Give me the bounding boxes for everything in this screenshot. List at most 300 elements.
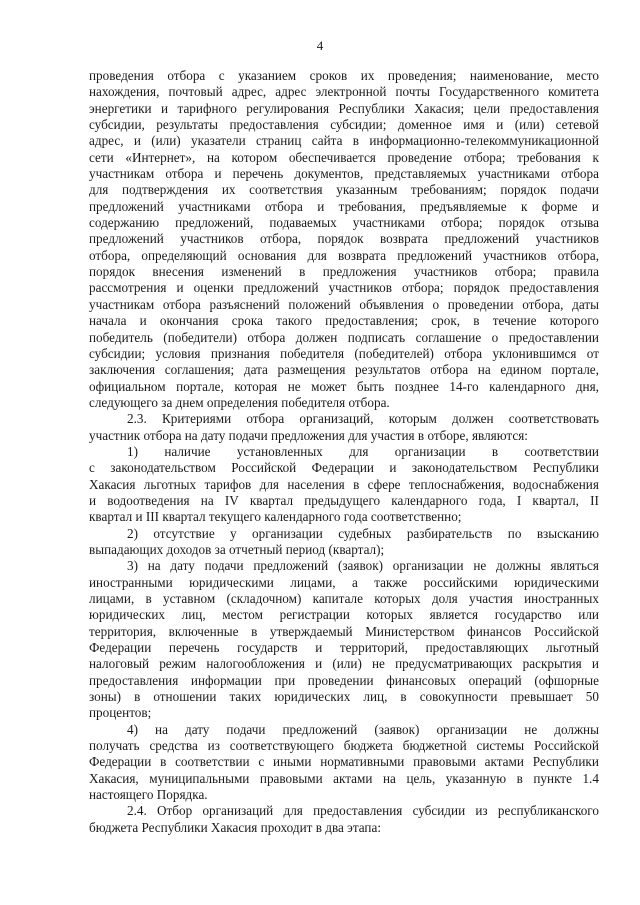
word: льготный bbox=[546, 640, 599, 656]
word: Федерации bbox=[311, 460, 374, 476]
text-line bbox=[89, 607, 599, 623]
word: почтовый bbox=[168, 84, 223, 100]
word: определения bbox=[206, 394, 282, 410]
word: превышает bbox=[510, 689, 573, 705]
word: начала bbox=[89, 313, 127, 329]
word: является bbox=[429, 607, 479, 623]
word: сфере bbox=[367, 476, 401, 492]
word: требованиям; bbox=[410, 182, 487, 198]
word: и bbox=[315, 656, 323, 672]
word: за bbox=[214, 541, 229, 557]
text-line bbox=[89, 362, 599, 378]
text-line bbox=[89, 428, 599, 444]
word: на bbox=[147, 558, 161, 574]
word: подписать bbox=[347, 329, 406, 345]
word: отборе, bbox=[427, 427, 472, 443]
word: бюджетной bbox=[402, 738, 467, 754]
word: отбора, bbox=[522, 296, 564, 312]
word: на bbox=[206, 149, 220, 165]
word: и bbox=[389, 460, 397, 476]
word: должны bbox=[554, 721, 599, 737]
word: перечень bbox=[168, 640, 220, 656]
word: предложений bbox=[253, 558, 329, 574]
word: проведении bbox=[307, 672, 374, 688]
word: два bbox=[325, 819, 348, 835]
word: размещения bbox=[277, 362, 346, 378]
word: законодательством bbox=[110, 460, 216, 476]
word: информации bbox=[190, 672, 262, 688]
word: участник bbox=[89, 427, 144, 443]
text-line bbox=[89, 705, 599, 721]
word: бюджета bbox=[89, 819, 142, 835]
word: текущего bbox=[208, 509, 265, 525]
text-line bbox=[89, 689, 599, 705]
document-body bbox=[89, 68, 599, 836]
word: соглашение bbox=[415, 329, 482, 345]
word: цель, bbox=[406, 770, 436, 786]
word: сетевой bbox=[555, 117, 599, 133]
word: предложения bbox=[270, 427, 349, 443]
word: юридическими bbox=[189, 574, 274, 590]
word: срока bbox=[231, 313, 263, 329]
text-line bbox=[89, 444, 599, 460]
word: предложения bbox=[322, 264, 397, 280]
word: отбора bbox=[167, 68, 206, 83]
word: в bbox=[417, 427, 428, 443]
word: изменений bbox=[221, 264, 282, 280]
word: не bbox=[473, 558, 487, 574]
word: в bbox=[145, 591, 152, 606]
word: порядок bbox=[89, 264, 136, 280]
word: за bbox=[161, 394, 176, 410]
word: организаций bbox=[202, 803, 274, 819]
word: 3) bbox=[127, 558, 138, 574]
word: регистрации bbox=[279, 607, 350, 623]
word: должен bbox=[452, 411, 494, 427]
word: на bbox=[155, 721, 168, 737]
text-line bbox=[89, 754, 599, 770]
word: дату bbox=[170, 558, 195, 574]
word: окончания bbox=[159, 313, 219, 329]
word: республиканского bbox=[497, 803, 599, 819]
word: отбора, bbox=[557, 247, 599, 263]
word: порядок bbox=[498, 215, 545, 231]
word: подачи bbox=[559, 182, 599, 198]
word: может bbox=[311, 378, 347, 394]
word: доменное bbox=[397, 117, 452, 133]
word: (квартал); bbox=[328, 541, 385, 557]
text-line bbox=[89, 509, 599, 525]
word: отбора bbox=[444, 345, 483, 361]
word: и bbox=[139, 313, 147, 329]
word: субсидии, bbox=[89, 117, 145, 133]
word: из bbox=[207, 738, 220, 754]
word: для bbox=[259, 476, 279, 492]
word: должен bbox=[295, 329, 338, 345]
text-line bbox=[89, 297, 599, 313]
text-line bbox=[89, 656, 599, 672]
word: отбора. bbox=[348, 394, 390, 410]
word: (или) bbox=[514, 117, 545, 133]
word: (или) bbox=[151, 133, 181, 149]
word: подачи bbox=[204, 558, 244, 574]
word: и bbox=[89, 492, 97, 508]
word: соответствующего bbox=[229, 738, 334, 754]
word: порядок bbox=[500, 182, 547, 198]
word: отбора bbox=[162, 296, 201, 312]
word: получать bbox=[89, 738, 140, 754]
word: внесения bbox=[152, 264, 204, 280]
word: финансов bbox=[467, 623, 522, 639]
word: разъяснений bbox=[209, 296, 280, 312]
word: электронной bbox=[315, 84, 387, 100]
word: юридическими bbox=[514, 574, 599, 590]
word: IV bbox=[224, 492, 239, 508]
word: при bbox=[274, 672, 296, 688]
word: установленных bbox=[236, 443, 323, 459]
word: с bbox=[218, 68, 225, 83]
text-line bbox=[89, 330, 599, 346]
word: наличие bbox=[164, 443, 211, 459]
word: предоставления bbox=[89, 672, 179, 688]
word: уставном bbox=[163, 591, 216, 606]
word: должны bbox=[495, 558, 541, 574]
word: на bbox=[200, 492, 214, 508]
word: отбора bbox=[561, 166, 599, 182]
text-line bbox=[89, 313, 599, 329]
word: квартал bbox=[249, 492, 294, 508]
word: подтверждения bbox=[121, 182, 209, 198]
word: подачи bbox=[226, 721, 266, 737]
word: операций bbox=[468, 672, 522, 688]
word: отбора; bbox=[494, 264, 537, 280]
word: рассмотрения bbox=[89, 280, 167, 296]
word: объявления bbox=[359, 296, 424, 312]
word: Федерации bbox=[89, 754, 152, 770]
word: календарного bbox=[391, 492, 468, 508]
word: не bbox=[287, 378, 301, 394]
word: года bbox=[343, 509, 371, 525]
word: налогообложения bbox=[206, 656, 305, 672]
word: Министерством bbox=[365, 623, 455, 639]
word: днем bbox=[175, 394, 207, 410]
word: квартал bbox=[162, 509, 209, 525]
word: и bbox=[317, 198, 325, 214]
text-line bbox=[89, 264, 599, 280]
word: адрес bbox=[275, 84, 307, 100]
word: участниками bbox=[352, 215, 425, 231]
word: победителя bbox=[280, 345, 345, 361]
text-line bbox=[89, 199, 599, 215]
word: в bbox=[516, 770, 523, 786]
text-line bbox=[89, 803, 599, 819]
word: которого bbox=[549, 313, 599, 329]
text-line bbox=[89, 673, 599, 689]
text-line bbox=[89, 101, 599, 117]
word: отбора bbox=[143, 427, 185, 443]
word: в bbox=[473, 313, 480, 329]
word: I bbox=[516, 492, 522, 508]
word: на bbox=[382, 770, 396, 786]
word: документов, bbox=[294, 166, 364, 182]
word: дату bbox=[200, 427, 229, 443]
word: и bbox=[591, 656, 599, 672]
word: в bbox=[134, 689, 141, 705]
word: отбора; bbox=[463, 149, 506, 165]
word: (заявок) bbox=[374, 721, 420, 737]
word: участников bbox=[535, 231, 599, 247]
word: не bbox=[524, 721, 538, 737]
word: в bbox=[352, 133, 359, 149]
word: 50 bbox=[585, 689, 599, 705]
word: тарифов bbox=[204, 476, 252, 492]
word: отсутствие bbox=[153, 525, 215, 541]
word: о bbox=[432, 296, 440, 312]
word: юридических bbox=[274, 689, 351, 705]
word: Российской bbox=[533, 623, 599, 639]
text-line bbox=[89, 166, 599, 182]
word: признания bbox=[210, 345, 270, 361]
word: иными bbox=[273, 754, 312, 770]
word: предоставления bbox=[509, 100, 599, 116]
word: нахождения, bbox=[89, 84, 160, 100]
word: Республики bbox=[532, 754, 599, 770]
word: квартал, bbox=[532, 492, 579, 508]
word: Отбор bbox=[157, 803, 193, 819]
word: 14-го bbox=[449, 378, 479, 394]
word: предложений, bbox=[175, 215, 254, 231]
word: капитале bbox=[312, 591, 363, 606]
word: режим bbox=[159, 656, 197, 672]
text-line bbox=[89, 215, 599, 231]
word: участников bbox=[483, 247, 547, 263]
word: и bbox=[135, 509, 146, 525]
word: организации bbox=[252, 525, 323, 541]
word: 4) bbox=[127, 721, 138, 737]
word: Федерации bbox=[89, 640, 152, 656]
word: Хакасия bbox=[89, 476, 136, 492]
word: отношении bbox=[153, 689, 217, 705]
word: в bbox=[160, 754, 167, 770]
word: возврата bbox=[338, 247, 387, 263]
word: дня, bbox=[575, 378, 599, 394]
word: едином bbox=[500, 362, 542, 378]
word: результаты bbox=[156, 117, 219, 133]
text-line bbox=[89, 624, 599, 640]
word: населения bbox=[287, 476, 345, 492]
word: тарифного bbox=[177, 100, 237, 116]
word: победителя bbox=[281, 394, 349, 410]
word: порядок bbox=[317, 231, 364, 247]
word: к bbox=[521, 198, 528, 214]
text-line bbox=[89, 150, 599, 166]
word: и bbox=[591, 198, 599, 214]
text-line bbox=[89, 477, 599, 493]
word: пункте bbox=[533, 770, 572, 786]
word: проведения bbox=[89, 68, 154, 83]
word: сроков bbox=[309, 68, 348, 83]
word: предоставлении bbox=[508, 329, 599, 345]
word: с bbox=[258, 754, 265, 770]
text-line bbox=[89, 395, 599, 411]
word: из bbox=[475, 803, 488, 819]
word: Хакасия; bbox=[414, 100, 465, 116]
word: для bbox=[307, 247, 327, 263]
word: предложений bbox=[282, 721, 358, 737]
word: течение bbox=[492, 313, 537, 329]
word: по bbox=[507, 525, 522, 541]
text-line bbox=[89, 722, 599, 738]
text-line bbox=[89, 820, 599, 836]
text-line bbox=[89, 787, 599, 803]
word: предложений bbox=[444, 231, 520, 247]
word: территория, bbox=[89, 623, 157, 639]
word: участниками bbox=[178, 198, 251, 214]
word: (офшорные bbox=[534, 672, 599, 688]
word: не bbox=[372, 656, 385, 672]
word: 1) bbox=[127, 443, 138, 459]
text-line bbox=[89, 379, 599, 395]
word: предыдущего bbox=[304, 492, 381, 508]
word: даты bbox=[572, 296, 599, 312]
word: (заявок) bbox=[337, 558, 383, 574]
word: утверждаемый bbox=[269, 623, 353, 639]
word: на bbox=[184, 427, 201, 443]
word: отбора bbox=[247, 329, 286, 345]
text-line bbox=[89, 231, 599, 247]
word: организации bbox=[394, 443, 466, 459]
word: соглашения; bbox=[164, 362, 235, 378]
word: и bbox=[496, 117, 504, 133]
word: взысканию bbox=[536, 525, 599, 541]
word: актами bbox=[333, 770, 373, 786]
text-line bbox=[89, 248, 599, 264]
word: нормативными bbox=[320, 754, 405, 770]
word: предъявляемые bbox=[420, 198, 507, 214]
word: энергетики bbox=[89, 100, 152, 116]
word: указанную bbox=[445, 770, 507, 786]
word: российскими bbox=[423, 574, 498, 590]
word: адрес, bbox=[89, 133, 124, 149]
word: о bbox=[491, 329, 499, 345]
word: условия bbox=[155, 345, 201, 361]
page-number: 4 bbox=[316, 38, 324, 53]
word: субсидии; bbox=[330, 117, 387, 133]
text-line bbox=[89, 460, 599, 476]
word: указанием bbox=[238, 68, 297, 83]
word: отзыва bbox=[560, 215, 599, 231]
word: у bbox=[230, 525, 237, 541]
word: иностранными bbox=[89, 574, 173, 590]
word: бюджета bbox=[343, 738, 393, 754]
word: в bbox=[299, 264, 306, 280]
text-line bbox=[89, 542, 599, 558]
text-line bbox=[89, 346, 599, 362]
word: участия bbox=[469, 591, 513, 606]
word: предоставления bbox=[509, 280, 599, 296]
word: раскрытия bbox=[522, 656, 582, 672]
word: 2.3. bbox=[127, 411, 147, 427]
word: льготных bbox=[143, 476, 197, 492]
word: информационно-телекоммуникационной bbox=[369, 133, 599, 149]
word: юридических bbox=[89, 607, 165, 623]
word: содержанию bbox=[89, 215, 160, 231]
word: Российской bbox=[231, 460, 297, 476]
word: правила bbox=[553, 264, 599, 280]
text-line bbox=[89, 771, 599, 787]
word: 1.4 bbox=[582, 770, 599, 786]
word: лиц, bbox=[181, 607, 206, 623]
word: предоставления; bbox=[325, 313, 419, 329]
word: 2.4. bbox=[127, 803, 147, 819]
word: в bbox=[353, 476, 360, 492]
text-line bbox=[89, 182, 599, 198]
word: или bbox=[578, 607, 599, 623]
word: этапа: bbox=[347, 819, 381, 835]
word: отбора bbox=[264, 198, 303, 214]
word: срок, bbox=[431, 313, 461, 329]
word: являются: bbox=[471, 427, 528, 443]
word: государство bbox=[494, 607, 562, 623]
word: правовыми bbox=[413, 754, 476, 770]
word: также bbox=[374, 574, 408, 590]
text-line bbox=[89, 558, 599, 574]
word: отбора, bbox=[259, 231, 302, 247]
word: быть bbox=[356, 378, 385, 394]
word: соответствия bbox=[249, 182, 323, 198]
word: портале, bbox=[551, 362, 599, 378]
word: «Интернет», bbox=[125, 149, 196, 165]
text-line bbox=[89, 68, 599, 84]
word: адрес, bbox=[231, 84, 267, 100]
word: (складочном) bbox=[226, 591, 302, 606]
word: сети bbox=[89, 149, 114, 165]
word: настоящего bbox=[89, 787, 157, 803]
word: представляемых bbox=[374, 166, 467, 182]
word: Республики bbox=[338, 100, 405, 116]
word: субсидии bbox=[412, 803, 466, 819]
word: сайта bbox=[311, 133, 343, 149]
word: с bbox=[89, 460, 95, 476]
word: страниц bbox=[256, 133, 302, 149]
text-line bbox=[89, 133, 599, 149]
word: в bbox=[251, 623, 258, 639]
word: отбора; bbox=[441, 215, 483, 231]
word: которых bbox=[374, 591, 421, 606]
word: теплоснабжения, bbox=[408, 476, 505, 492]
text-line bbox=[89, 411, 599, 427]
word: отбора, bbox=[89, 247, 131, 263]
word: их bbox=[360, 68, 375, 83]
word: имя bbox=[463, 117, 485, 133]
word: для bbox=[349, 443, 369, 459]
word: проведение bbox=[387, 149, 453, 165]
text-line bbox=[89, 526, 599, 542]
text-line bbox=[89, 117, 599, 133]
word: предложений bbox=[89, 231, 164, 247]
word: участникам bbox=[89, 166, 155, 182]
word: доходов bbox=[166, 541, 215, 557]
word: указатели bbox=[191, 133, 246, 149]
word: победитель bbox=[89, 329, 153, 345]
word: положений bbox=[288, 296, 351, 312]
word: портале, bbox=[176, 378, 224, 394]
word: предусматривающих bbox=[395, 656, 513, 672]
word: включенные bbox=[168, 623, 239, 639]
word: форме bbox=[541, 198, 578, 214]
word: судебных bbox=[338, 525, 392, 541]
word: водоснабжения bbox=[512, 476, 599, 492]
